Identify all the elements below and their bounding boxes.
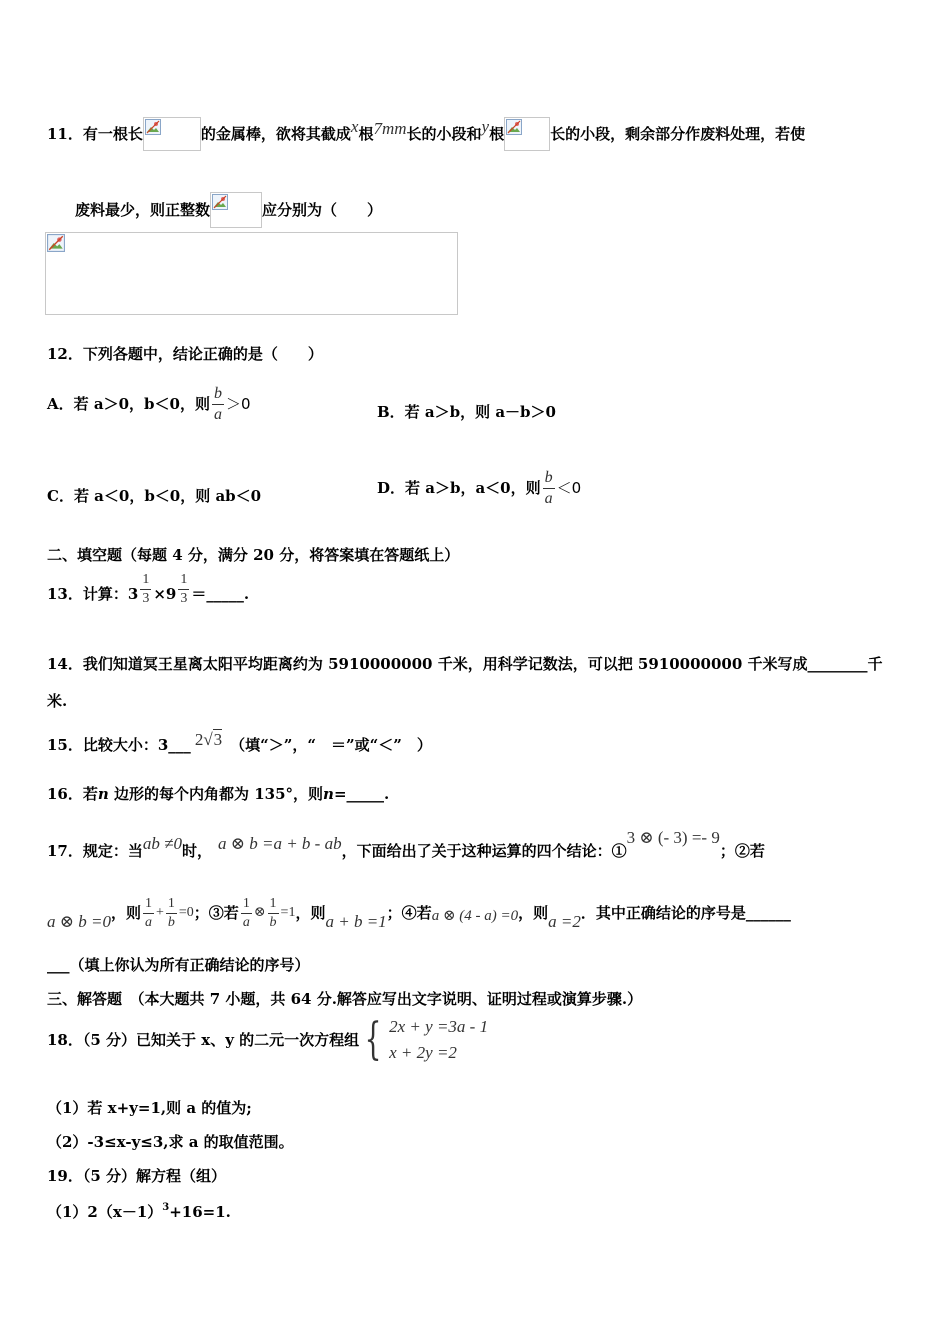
frac-den: a bbox=[213, 405, 222, 423]
q12-option-c bbox=[47, 485, 261, 506]
radical-sign: √ bbox=[203, 729, 213, 749]
option-b-text: B．若 a＞b，则 a－b＞0 bbox=[377, 403, 556, 421]
q11-text-a: 11．有一根长 bbox=[47, 125, 143, 143]
broken-image-icon bbox=[145, 119, 161, 135]
q13-times: ×9 bbox=[153, 585, 177, 603]
q17-text-k: ___（填上你认为所有正确结论的序号） bbox=[47, 956, 310, 974]
exponent-3: 3 bbox=[162, 1202, 170, 1213]
q17-text-a: 17．规定：当 bbox=[47, 842, 143, 860]
frac-num: 1 bbox=[269, 895, 277, 911]
q18-part1 bbox=[47, 1097, 252, 1118]
conclusion-3: a + b =1 bbox=[325, 912, 387, 931]
equals-one: =1 bbox=[280, 905, 296, 920]
section-2-text: 二、填空题（每题 4 分，满分 20 分，将答案填在答题纸上） bbox=[47, 546, 460, 564]
frac-num: 1 bbox=[180, 571, 188, 587]
q17-text-b: 时， bbox=[181, 842, 212, 860]
coef: 2 bbox=[194, 729, 204, 749]
option-a-text: A．若 a＞0，b＜0，则 bbox=[47, 395, 210, 413]
q12-option-a bbox=[47, 376, 251, 432]
var-n: n bbox=[323, 785, 334, 803]
option-d-tail: ＜0 bbox=[556, 479, 582, 497]
fraction-1-over-a bbox=[143, 897, 154, 930]
frac-num: b bbox=[213, 384, 222, 402]
frac-den: a bbox=[242, 914, 250, 930]
q17-text-i: ，则 bbox=[518, 904, 549, 922]
conclusion-4-condition: a ⊗ (4 - a) =0 bbox=[431, 908, 519, 924]
frac-num: 1 bbox=[144, 895, 152, 911]
section-3-text: 三、解答题 （本大题共 7 小题，共 64 分.解答应写出文字说明、证明过程或演算步骤.） bbox=[47, 990, 643, 1008]
option-c-text: C．若 a＜0，b＜0，则 ab＜0 bbox=[47, 487, 262, 505]
q19-part1-b: +16=1. bbox=[169, 1203, 231, 1221]
exponent-fraction bbox=[140, 573, 151, 606]
q14-line1 bbox=[47, 653, 883, 674]
frac-num: 1 bbox=[167, 895, 175, 911]
q11-text-e: 根 bbox=[489, 125, 505, 143]
broken-image-icon bbox=[47, 234, 65, 252]
equals-zero: =0 bbox=[178, 905, 194, 920]
conclusion-4-result: a =2 bbox=[548, 912, 581, 931]
q19-part1 bbox=[47, 1198, 231, 1222]
q14-text: 14．我们知道冥王星离太阳平均距离约为 5910000000 千米，用科学记数法，可以把 5910000000 千米写成________千 bbox=[47, 655, 883, 673]
frac-den: a bbox=[144, 914, 152, 930]
q13-line bbox=[47, 568, 249, 620]
equation-1: 2x + y =3a - 1 bbox=[389, 1017, 489, 1036]
q17-line3 bbox=[47, 954, 310, 975]
q17-text-g: ，则 bbox=[295, 904, 326, 922]
q17-text-j: ．其中正确结论的序号是______ bbox=[580, 904, 791, 922]
q17-line2 bbox=[47, 888, 791, 938]
q11-options-image-placeholder bbox=[45, 232, 458, 315]
q11-text-c: 根 bbox=[358, 125, 374, 143]
q16-prefix: 16．若 bbox=[47, 785, 98, 803]
q11-text-d: 长的小段和 bbox=[406, 125, 482, 143]
fraction-1-over-b bbox=[166, 897, 177, 930]
q17-text-c: ，下面给出了关于这种运算的四个结论：① bbox=[341, 842, 627, 860]
q19-stem bbox=[47, 1165, 226, 1186]
q17-text-h: ；④若 bbox=[386, 904, 432, 922]
formula-image-placeholder bbox=[210, 192, 262, 228]
var-y: y bbox=[481, 117, 490, 136]
broken-image-icon bbox=[506, 119, 522, 135]
exponent-fraction bbox=[178, 573, 189, 606]
q12-stem-text: 12．下列各题中，结论正确的是（ ） bbox=[47, 345, 323, 363]
q18-line bbox=[47, 1012, 488, 1068]
q19-part1-a: （1）2（x－1） bbox=[47, 1203, 163, 1221]
q13-prefix: 13．计算：3 bbox=[47, 585, 139, 603]
q12-option-b bbox=[377, 401, 556, 422]
radicand: 3 bbox=[213, 729, 223, 749]
q15-prefix: 15．比较大小：3___ bbox=[47, 736, 191, 754]
conclusion-1: 3 ⊗ (- 3) =- 9 bbox=[626, 828, 720, 847]
fraction-1-over-a bbox=[241, 897, 252, 930]
option-d-text: D．若 a＞b，a＜0，则 bbox=[377, 479, 541, 497]
fraction-1-over-b bbox=[268, 897, 279, 930]
q18-part1-text: （1）若 x+y=1,则 a 的值为; bbox=[47, 1099, 252, 1117]
q11-text-b: 的金属棒，欲将其截成 bbox=[200, 125, 351, 143]
plus-sign: + bbox=[155, 905, 164, 920]
q17-text-f: ；③若 bbox=[193, 904, 239, 922]
q16-blank: =_____. bbox=[333, 785, 390, 803]
q16-line bbox=[47, 783, 389, 804]
var-n: n bbox=[97, 785, 109, 803]
fraction-b-over-a bbox=[212, 386, 224, 423]
equation-system: { 2x + y =3a - 1 x + 2y =2 bbox=[364, 1014, 489, 1065]
q13-answer-blank: ＝_____. bbox=[191, 585, 250, 603]
frac-den: b bbox=[167, 914, 175, 930]
otimes-sign: ⊗ bbox=[253, 905, 266, 920]
length-7mm: 7mm bbox=[373, 119, 407, 138]
q12-option-d bbox=[377, 460, 581, 516]
condition-ab-nonzero: ab ≠0 bbox=[142, 834, 182, 853]
two-root-three bbox=[195, 729, 222, 750]
q18-stem: 18．（5 分）已知关于 x、y 的二元一次方程组 bbox=[47, 1031, 360, 1049]
equation-2: x + 2y =2 bbox=[389, 1043, 457, 1062]
q11-line1 bbox=[47, 117, 805, 151]
q11-line2 bbox=[75, 192, 382, 228]
q11-text-h: 应分别为（ ） bbox=[262, 201, 383, 219]
q15-line bbox=[47, 730, 432, 760]
conclusion-2-condition: a ⊗ b =0 bbox=[47, 912, 111, 931]
q18-part2-text: （2）-3≤x-y≤3,求 a 的取值范围。 bbox=[47, 1133, 294, 1151]
fraction-b-over-a bbox=[543, 470, 555, 507]
q17-line1 bbox=[47, 828, 765, 861]
q11-text-g: 废料最少，则正整数 bbox=[75, 201, 211, 219]
formula-image-placeholder bbox=[143, 117, 201, 151]
q19-stem-text: 19．（5 分）解方程（组） bbox=[47, 1167, 227, 1185]
var-x: x bbox=[350, 117, 359, 136]
q17-text-e: ，则 bbox=[110, 904, 141, 922]
frac-num: b bbox=[544, 468, 553, 486]
q14-text-2: 米. bbox=[47, 692, 68, 710]
section-3-heading bbox=[47, 988, 642, 1009]
q11-text-f: 长的小段，剩余部分作废料处理，若使 bbox=[550, 125, 806, 143]
q17-text-d: ；②若 bbox=[719, 842, 765, 860]
q12-stem bbox=[47, 343, 323, 364]
frac-num: 1 bbox=[142, 571, 150, 587]
frac-den: 3 bbox=[180, 590, 188, 606]
q15-suffix: （填“＞”，“ ＝”或“＜” ） bbox=[230, 736, 432, 754]
formula-image-placeholder bbox=[504, 117, 550, 151]
option-a-tail: ＞0 bbox=[225, 395, 251, 413]
otimes-definition: a ⊗ b =a + b - ab bbox=[217, 834, 342, 853]
section-2-heading bbox=[47, 544, 459, 565]
frac-num: 1 bbox=[242, 895, 250, 911]
q18-part2 bbox=[47, 1131, 294, 1152]
frac-den: 3 bbox=[142, 590, 150, 606]
q16-mid: 边形的每个内角都为 135°，则 bbox=[108, 785, 324, 803]
frac-den: a bbox=[544, 489, 553, 507]
frac-den: b bbox=[269, 914, 277, 930]
q14-line2 bbox=[47, 690, 67, 711]
broken-image-icon bbox=[212, 194, 228, 210]
